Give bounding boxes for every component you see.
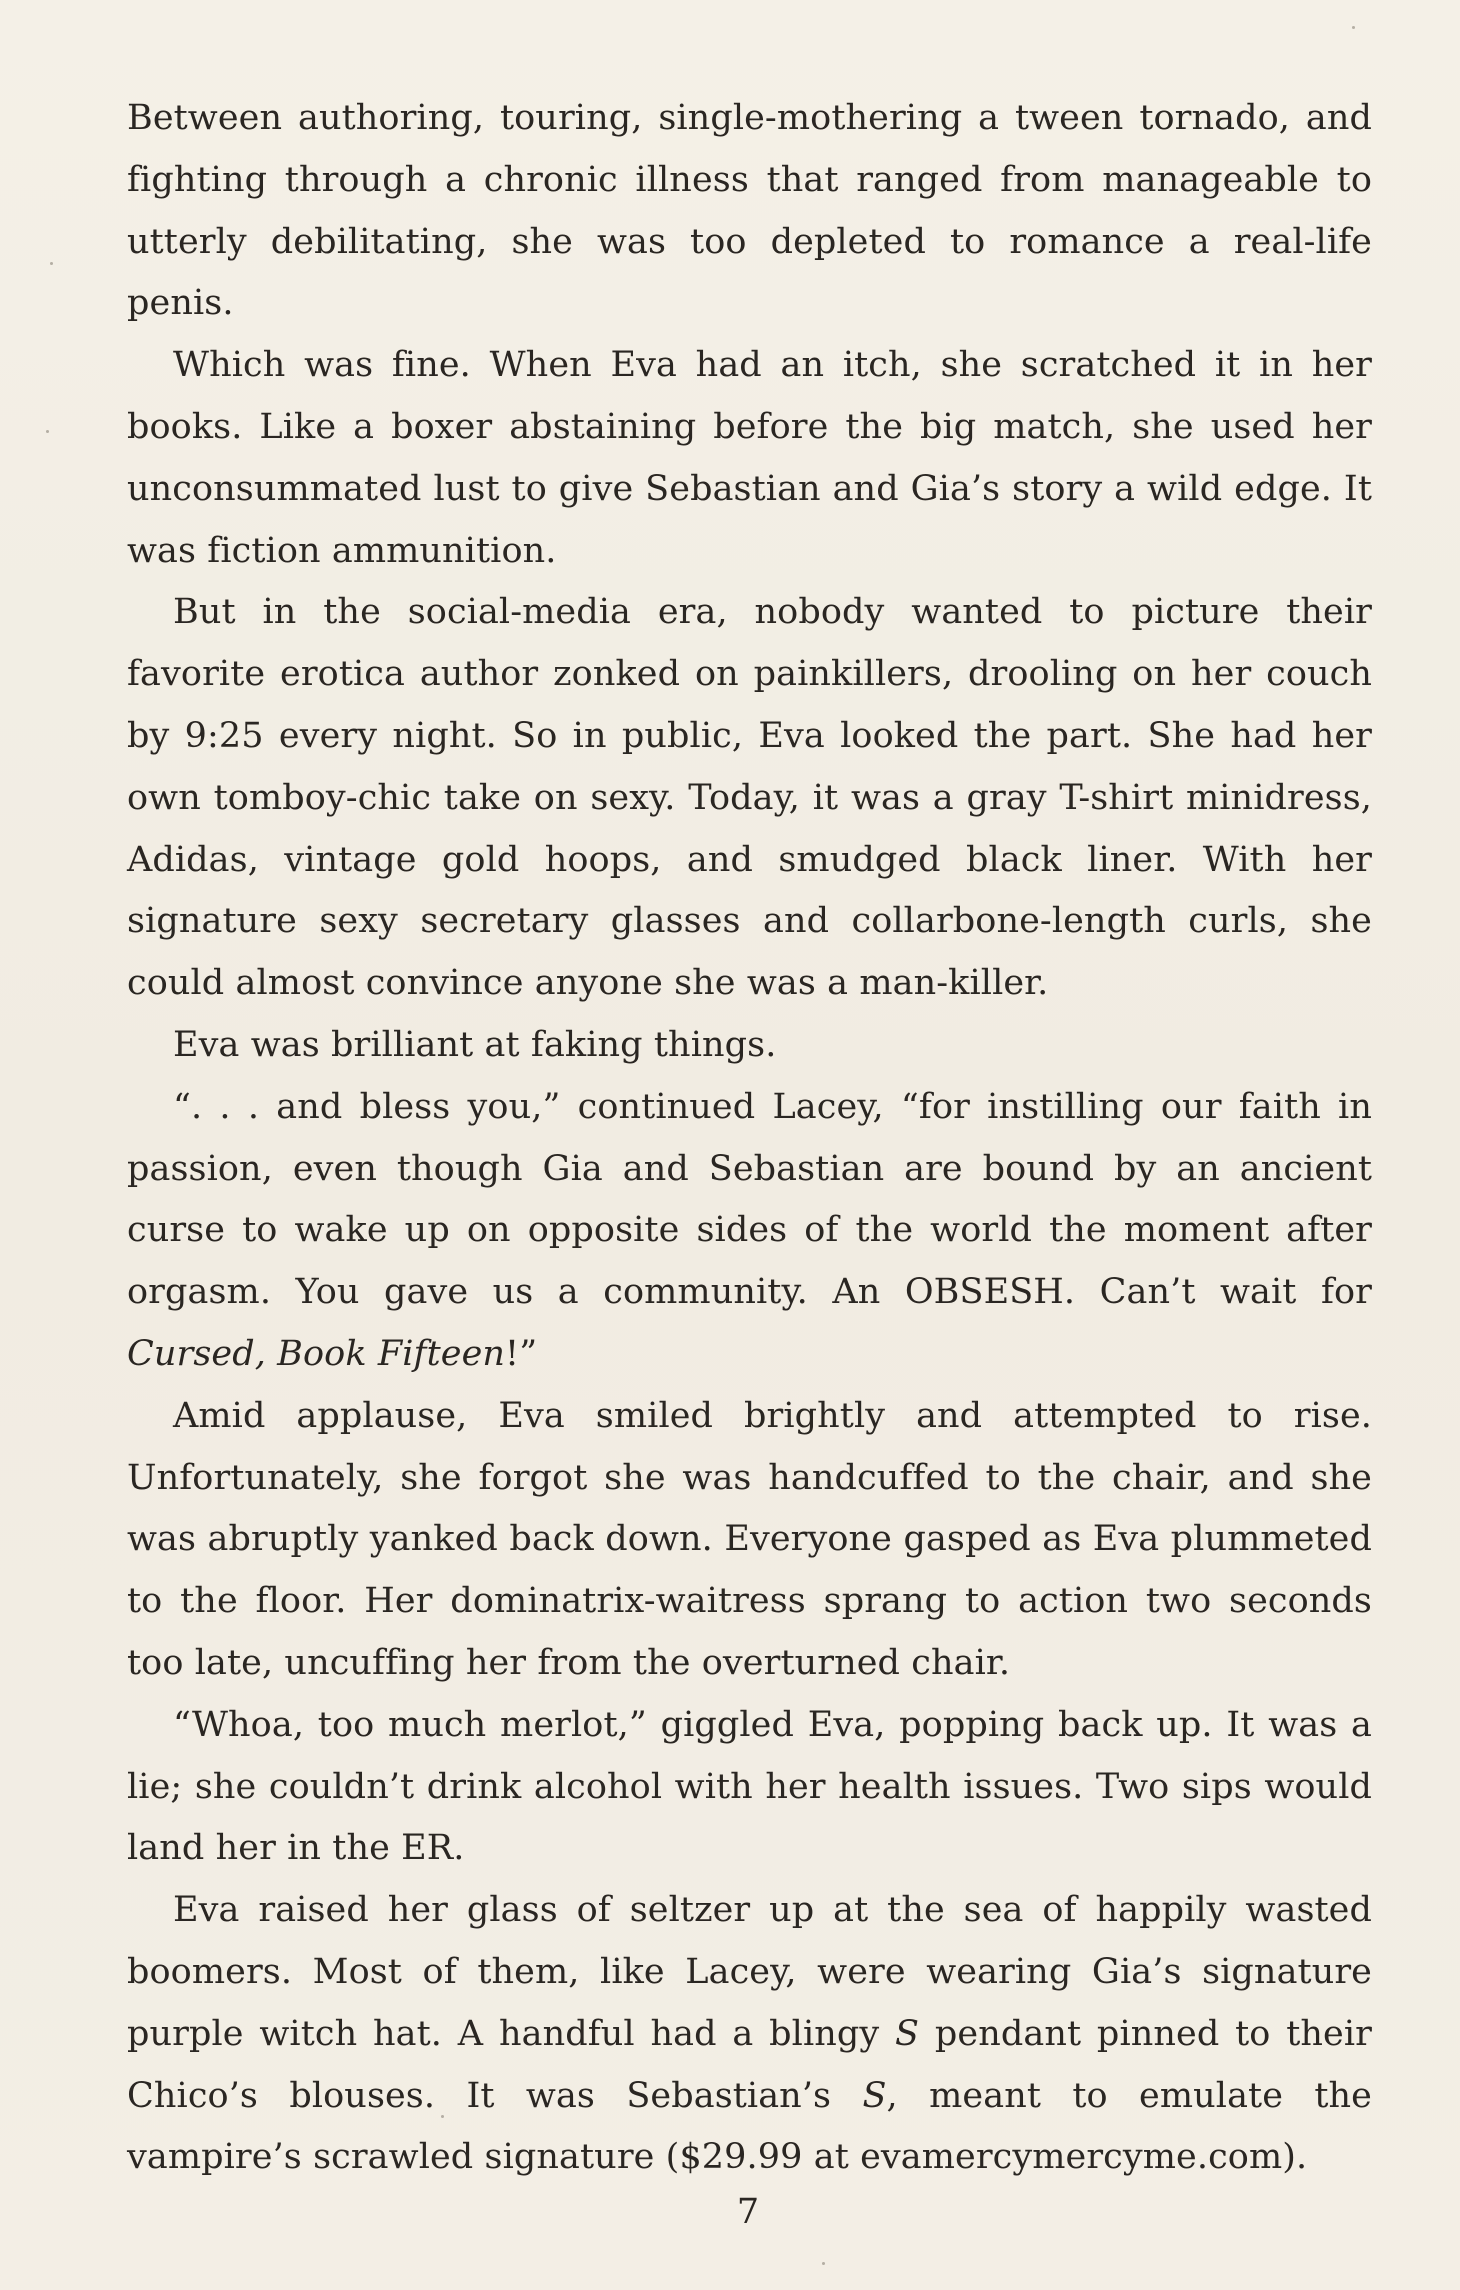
text-run: “. . . and bless you,” continued Lacey, “for instilling our faith in passion, even though Gia and Sebastian are bound by an ancient curse to wake up on opposite sides of the world the moment after orgasm. You gave us a community. An OBSESH. Can’t wait for [127, 1086, 1372, 1313]
text-run: Eva was brilliant at faking things. [173, 1024, 777, 1065]
paragraph [127, 1015, 1372, 1077]
paragraph [127, 335, 1372, 582]
text-run: Between authoring, touring, single-mothering a tween tornado, and fighting through a chronic illness that ranged from manageable to utterly debilitating, she was too depleted to romance a real-life penis. [127, 98, 1372, 324]
scan-speck [1352, 26, 1355, 29]
scan-speck [50, 262, 53, 265]
text-run: , meant to emulate the vampire’s scrawled signature ($29.99 at evamercymercyme.com). [127, 2075, 1372, 2178]
text-run: pendant pinned to their Chico’s blouses. It was Sebastian’s [127, 2013, 1372, 2116]
paragraph [127, 1077, 1372, 1386]
text-run: Amid applause, Eva smiled brightly and attempted to rise. Unfortunately, she forgot she was handcuffed to the chair, and she was abruptly yanked back down. Everyone gasped as Eva plummeted to the floor. Her dominatrix-waitress sprang to action two seconds too late, uncuffing her from the overturned chair. [127, 1395, 1372, 1683]
scan-speck [822, 2262, 825, 2265]
paragraph [127, 582, 1372, 1015]
page-number: 7 [736, 2192, 760, 2232]
italic-text: Cursed, Book Fifteen [127, 1333, 506, 1374]
paragraph [127, 1695, 1372, 1880]
italic-text: S [895, 2013, 920, 2054]
body-text [127, 88, 1372, 2189]
italic-text: S [862, 2075, 887, 2116]
text-run: !” [505, 1333, 538, 1374]
paragraph [127, 88, 1372, 335]
paragraph [127, 1386, 1372, 1695]
text-run: Eva raised her glass of seltzer up at the sea of happily wasted boomers. Most of them, like Lacey, were wearing Gia’s signature purple witch hat. A handful had a blingy [127, 1890, 1372, 2054]
text-run: But in the social-media era, nobody wanted to picture their favorite erotica author zonked on painkillers, drooling on her couch by 9:25 every night. So in public, Eva looked the part. She had her own tomboy-chic take on sexy. Today, it was a gray T-shirt minidress, Adidas, vintage gold hoops, and smudged black liner. With her signature sexy secretary glasses and collarbone-length curls, she could almost convince anyone she was a man-killer. [127, 592, 1372, 1004]
scan-speck [46, 430, 49, 433]
text-run: “Whoa, too much merlot,” giggled Eva, popping back up. It was a lie; she couldn’t drink alcohol with her health issues. Two sips would land her in the ER. [127, 1704, 1372, 1869]
text-run: Which was fine. When Eva had an itch, she scratched it in her books. Like a boxer abstaining before the big match, she used her unconsummated lust to give Sebastian and Gia’s story a wild edge. It was fiction ammunition. [127, 345, 1372, 571]
scan-speck [441, 2115, 444, 2118]
paragraph [127, 1880, 1372, 2189]
